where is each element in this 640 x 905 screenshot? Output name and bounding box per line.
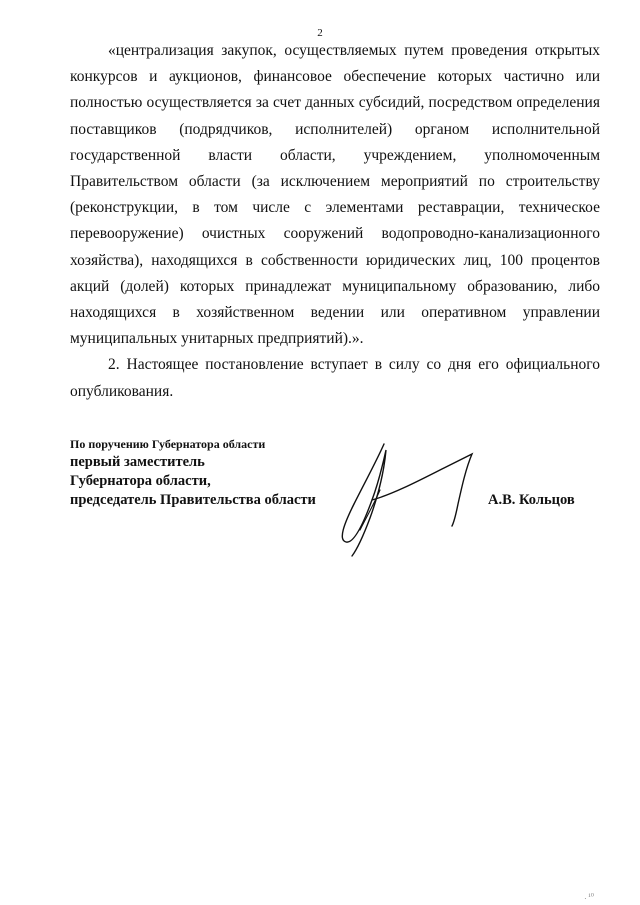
document-body xyxy=(70,38,600,405)
signatory-authority-note: По поручению Губернатора области xyxy=(70,437,266,451)
signature-stroke-loop xyxy=(372,454,472,526)
paragraph-effective-date: 2. Настоящее постановление вступает в силу со дня его официального опубликования. xyxy=(70,356,600,400)
handwritten-signature xyxy=(324,438,484,562)
signatory-title-line2: Губернатора области, xyxy=(70,473,211,489)
corner-mark-bottom: . ¹⁰ xyxy=(584,892,594,901)
page-number: 2 xyxy=(317,27,323,39)
signatory-name: А.В. Кольцов xyxy=(488,492,575,508)
paragraph-centralization: «централизация закупок, осуществляемых путем проведения открытых конкурсов и аукционов, финансовое обеспечение которых частично или полностью осуществляется за счет данных субсидий, посредством определения поставщиков (подрядчиков, исполнителей) органом исполнительной государственной власти области, учреждением, уполномоченным Правительством области (за исключением мероприятий по строительству (реконструкции, в том числе с элементами реставрации, техническое перевооружение) очистных сооружений водопроводно-канализационного хозяйства), находящихся в собственности юридических лиц, 100 процентов акций (долей) которых принадлежат муниципальному образованию, либо находящихся в хозяйственном ведении или оперативном управлении муниципальных унитарных предприятий).». xyxy=(70,42,600,348)
signature-stroke-tail xyxy=(360,490,380,530)
signatory-title-line1: первый заместитель xyxy=(70,454,205,470)
signature-stroke-main xyxy=(342,444,386,556)
signatory-title-line3: председатель Правительства области xyxy=(70,492,316,508)
